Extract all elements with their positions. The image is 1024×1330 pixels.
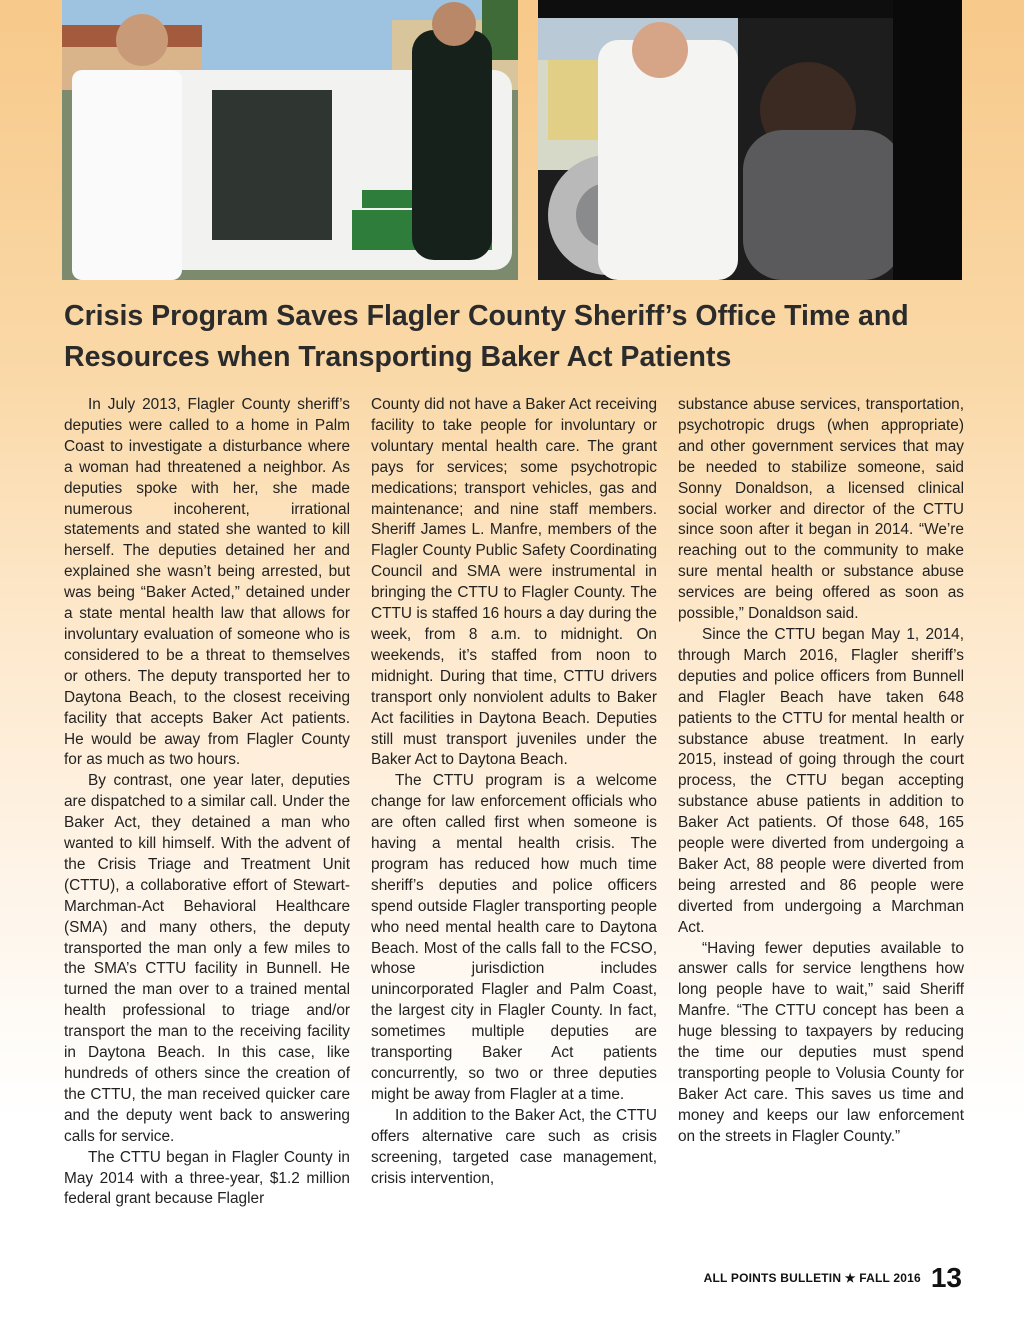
publication-label: ALL POINTS BULLETIN ★ FALL 2016	[703, 1271, 921, 1285]
paragraph: substance abuse services, transportation, psychotropic drugs (when appropriate) and other government services that may be needed to stabilize someone, said Sonny Donaldson, a licensed clinical social worker and director of the CTTU since soon after it began in 2014. “We’re reaching out to the community to make sure mental health or substance abuse services are being offered as soon as possible,” Donaldson said.	[678, 396, 964, 623]
paragraph: By contrast, one year later, deputies are dispatched to a similar call. Under the Baker Act, they detained a man who wanted to kill himself. With the advent of the Crisis Triage and Treatment Unit (CTTU), a collaborative effort of Stewart-Marchman-Act Behavioral Healthcare (SMA) and many others, the deputy transported the man only a few miles to the SMA’s CTTU facility in Bunnell. He turned the man over to a trained mental health professional to triage and/or transport the man to the receiving facility in Daytona Beach. In this case, like hundreds of others since the creation of the CTTU, the man received quicker care and the deputy went back to answering calls for service.	[64, 772, 350, 1145]
paragraph: “Having fewer deputies available to answer calls for service lengthens how long people have to wait,” said Sheriff Manfre. “The CTTU concept has been a huge blessing to taxpayers by reducing the time our deputies must spend transporting people to Volusia County for Baker Act care. This saves us time and money and keeps our law enforcement on the streets in Flagler County.”	[678, 939, 964, 1145]
article-column-2	[371, 395, 657, 1210]
paragraph: County did not have a Baker Act receiving facility to take people for involuntary or voluntary mental health care. The grant pays for services; some psychotropic medications; transport vehicles, gas and maintenance; and nine staff members. Sheriff James L. Manfre, members of the Flagler County Public Safety Coordinating Council and SMA were instrumental in bringing the CTTU to Flagler County. The CTTU is staffed 16 hours a day during the week, from 8 a.m. to midnight. On weekends, it’s staffed from noon to midnight. During that time, CTTU drivers transport only nonviolent adults to Baker Act facilities in Daytona Beach. Deputies still must transport juveniles under the Baker Act to Daytona Beach.	[371, 396, 657, 769]
photo-deputies-at-patrol-car	[62, 0, 518, 280]
paragraph: In addition to the Baker Act, the CTTU offers alternative care such as crisis screening, targeted case management, crisis intervention,	[371, 1106, 657, 1187]
article-body	[64, 395, 964, 1210]
paragraph: The CTTU program is a welcome change for law enforcement officials who are often called first when someone is having a mental health crisis. The program has reduced how much time sheriff’s deputies and police officers spend outside Flagler transporting people who need mental health care to Daytona Beach. Most of the calls fall to the FCSO, whose jurisdiction includes unincorporated Flagler and Palm Coast, the largest city in Flagler County. In fact, sometimes multiple deputies are transporting Baker Act patients concurrently, so two or three deputies might be away from Flagler at a time.	[371, 772, 657, 1103]
page-number: 13	[930, 1262, 962, 1293]
photo-clinician-with-patient	[538, 0, 962, 280]
paragraph: Since the CTTU began May 1, 2014, through March 2016, Flagler sheriff’s deputies and police officers from Bunnell and Flagler Beach have taken 648 patients to the CTTU for mental health or substance abuse treatment. In early 2015, instead of going through the court process, the CTTU began accepting substance abuse patients in addition to Baker Act patients. Of those 648, 165 people were diverted from undergoing a Baker Act, 88 people were diverted from being arrested and 86 people were diverted from undergoing a Marchman Act.	[678, 625, 964, 936]
paragraph: The CTTU began in Flagler County in May 2014 with a three-year, $1.2 million federal grant because Flagler	[64, 1148, 350, 1208]
page-footer	[704, 1262, 962, 1294]
article-column-1	[64, 395, 350, 1210]
article-column-3	[678, 395, 964, 1210]
paragraph: In July 2013, Flagler County sheriff’s deputies were called to a home in Palm Coast to investigate a disturbance where a woman had threatened a neighbor. As deputies spoke with her, she made numerous incoherent, irrational statements and stated she wanted to kill herself. The deputies detained her and explained she wasn’t being arrested, but was being “Baker Acted,” detained under a state mental health law that allows for involuntary evaluation of someone who is considered to be a threat to themselves or others. The deputy transported her to Daytona Beach, to the closest receiving facility that accepts Baker Act patients. He would be away from Flagler County for as much as two hours.	[64, 396, 350, 769]
article-headline: Crisis Program Saves Flagler County Sheriff’s Office Time and Resources when Transporting Baker Act Patients	[64, 300, 909, 373]
